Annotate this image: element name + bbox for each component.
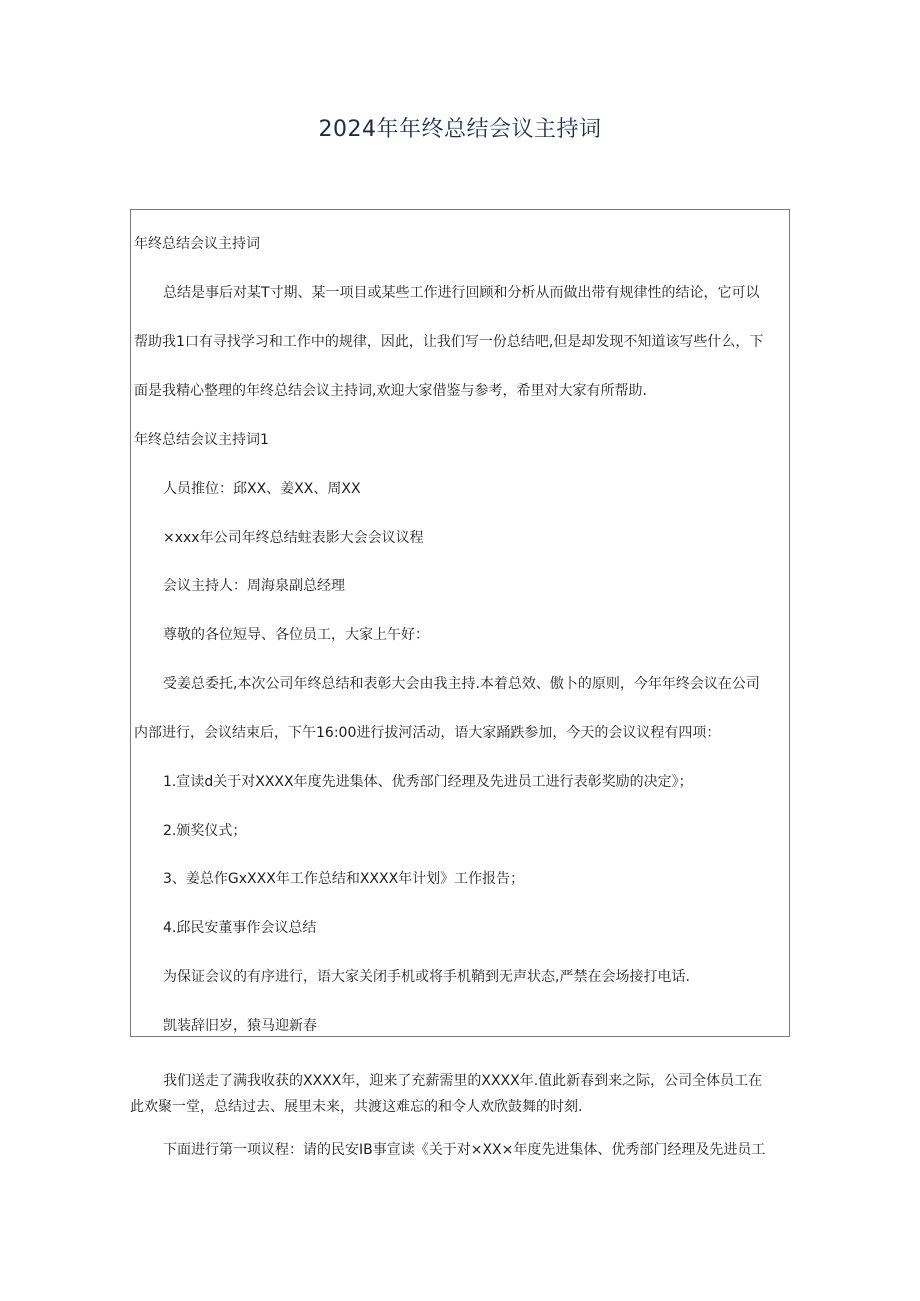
box-heading: 年终总结会议主持词: [134, 236, 260, 252]
agenda-item-1: 1.宣读d关于对XXXX年度先进集体、优秀部门经理及先进员工进行表彰奖励的决定》；: [163, 774, 693, 790]
host-line: 会议主持人：周海泉副总经理: [163, 578, 345, 594]
after-box-line-1: 我们送走了满我收获的XXXX年，迎来了充薪需里的XXXX年.值此新春到来之际，公司全体员工在: [163, 1073, 763, 1089]
attendees-line: 人员推位：邱XX、姜XX、周XX: [163, 481, 361, 497]
agenda-title-line: ×xxx年公司年终总结蛀表影大会会议议程: [163, 530, 424, 546]
section-heading-1: 年终总结会议主持词1: [134, 432, 269, 448]
greeting-line: 尊敬的各位短导、各位员工，大家上午好：: [163, 627, 429, 643]
intro-line-2: 帮助我1口有寻找学习和工作中的规律，因此，让我们写一份总结吧,但是却发现不知道该写些什么，下: [134, 334, 764, 350]
agenda-item-3: 3、姜总作GxXXX年工作总结和XXXX年计划》工作报告；: [163, 871, 525, 887]
body-line-2: 内部进行，会议结束后，下午16:00进行拔河活动，语大家踊跌参加，今天的会议议程有四项：: [134, 725, 721, 741]
after-box-line-2: 此欢聚一堂，总结过去、展里未来，共渡这难忘的和令人欢欣鼓舞的时刻.: [130, 1099, 583, 1115]
body-line-1: 受姜总委托,本次公司年终总结和表彰大会由我主持.本着总效、傲卜的原则，今年年终会议在公司: [163, 676, 760, 692]
agenda-item-4: 4.邱民安董事作会议总结: [163, 920, 317, 936]
closing-line: 凯装辞旧岁，猿马迎新春: [163, 1018, 317, 1034]
intro-line-1: 总结是事后对某T寸期、某一项目或某些工作进行回顾和分析从而做出带有规律性的结论，它可以: [163, 285, 760, 301]
agenda-item-2: 2.颁奖仪式；: [163, 823, 247, 839]
intro-line-3: 面是我精心整理的年终总结会议主持词,欢迎大家借鉴与参考，希里对大家有所帮助.: [134, 383, 647, 399]
notice-line: 为保证会议的有序进行，语大家关闭手机或将手机鞘到无声状态,严禁在会场接打电话.: [163, 969, 690, 985]
document-title: 2024年年终总结会议主持词: [318, 117, 602, 142]
bordered-content-box: [130, 209, 790, 1037]
after-box-line-3: 下面进行第一项议程：请的民安IB事宣读《关于对×XX×年度先进集体、优秀部门经理及先进员工: [163, 1142, 766, 1158]
